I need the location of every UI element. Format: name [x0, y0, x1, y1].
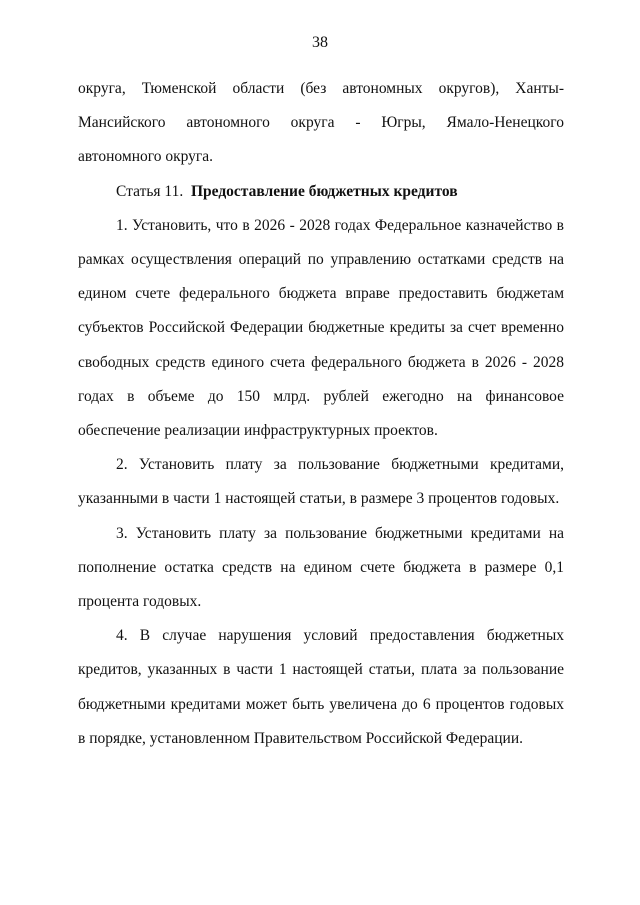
paragraph-3: 3. Установить плату за пользование бюджетными кредитами на пополнение остатка средств на едином счете бюджета в размере 0,1 процента годовых. [78, 524, 564, 611]
article-label: Статья 11. [116, 182, 184, 200]
article-heading [78, 175, 564, 209]
paragraph-2: 2. Установить плату за пользование бюджетными кредитами, указанными в части 1 настоящей статьи, в размере 3 процентов годовых. [78, 456, 564, 508]
continuation-paragraph: округа, Тюменской области (без автономных округов), Ханты-Мансийского автономного округа - Югры, Ямало-Ненецкого автономного округа. [78, 80, 564, 166]
page-number: 38 [312, 34, 328, 51]
article-title: Предоставление бюджетных кредитов [190, 182, 458, 200]
paragraph-4: 4. В случае нарушения условий предоставления бюджетных кредитов, указанных в части 1 настоящей статьи, плата за пользование бюджетными кредитами может быть увеличена до 6 процентов годовых в порядке, установленном Правительством Российской Федерации. [78, 627, 564, 747]
paragraph-1: 1. Установить, что в 2026 - 2028 годах Федеральное казначейство в рамках осуществления операций по управлению остатками средств на едином счете федерального бюджета вправе предоставить бюджетам субъектов Российской Федерации бюджетные кредиты за счет временно свободных средств единого счета федерального бюджета в 2026 - 2028 годах в объеме до 150 млрд. рублей ежегодно на финансовое обеспечение реализации инфраструктурных проектов. [78, 216, 564, 440]
document-body [78, 72, 564, 756]
